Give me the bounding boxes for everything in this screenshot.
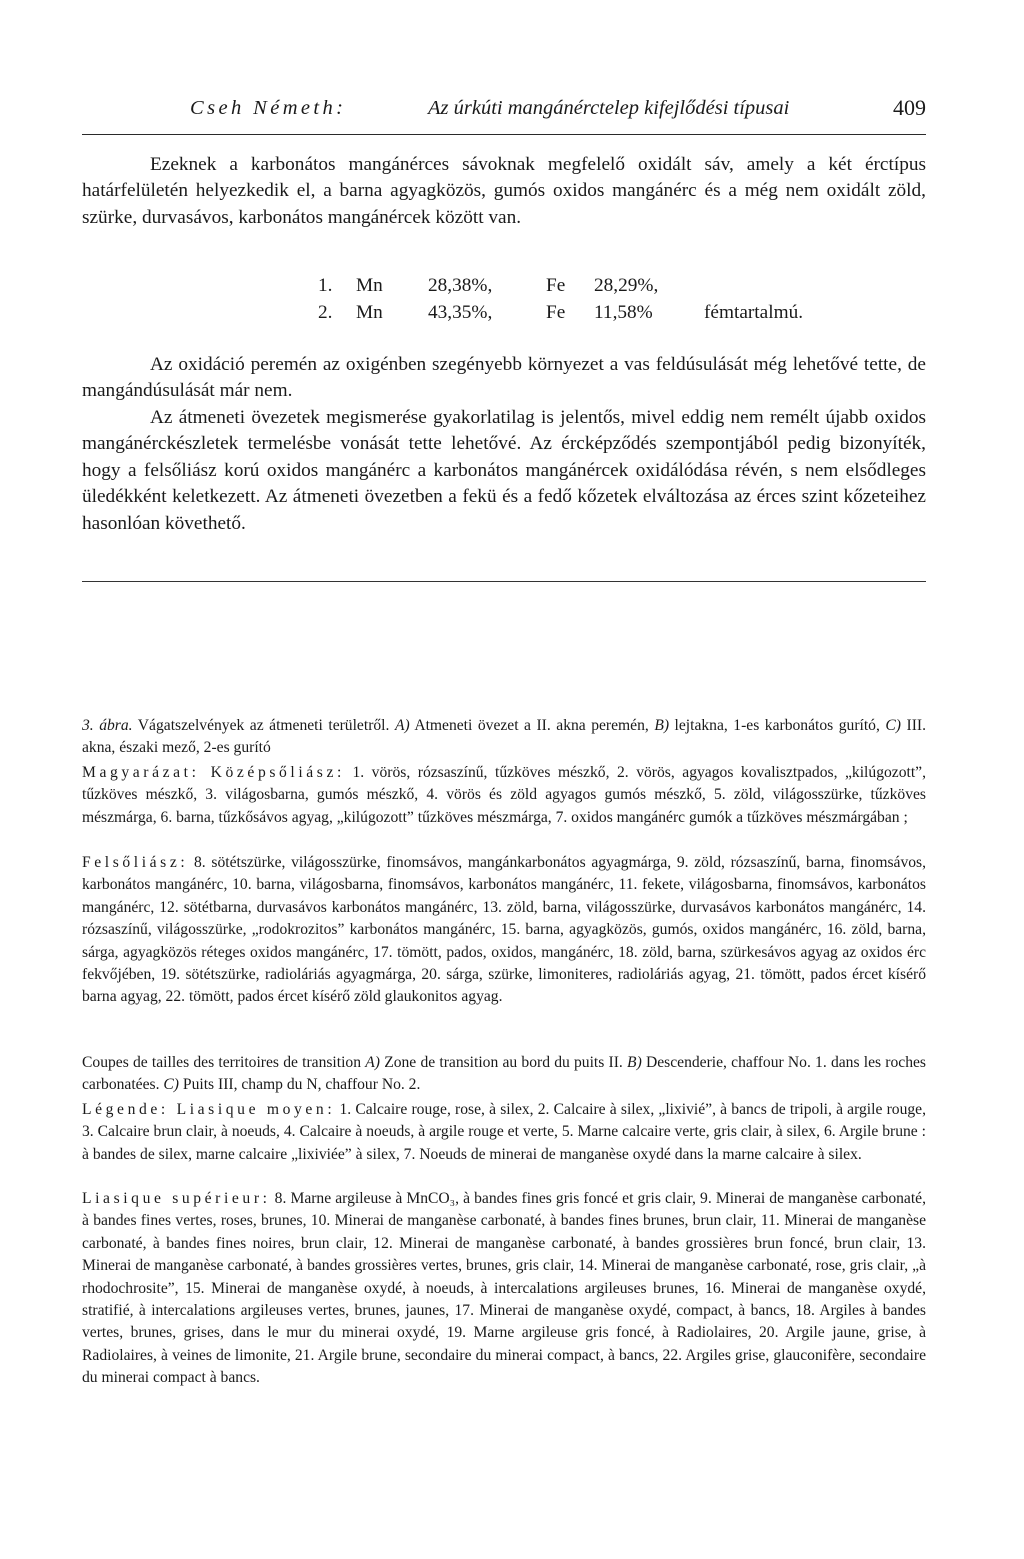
figure-separator-rule	[82, 581, 926, 582]
running-header	[190, 97, 926, 131]
caption-text: Zone de transition au bord du puits II.	[384, 1054, 623, 1071]
analysis-element: Fe	[546, 302, 566, 323]
caption-text: lejtakna, 1-es karbonátos gurító,	[674, 717, 880, 734]
analysis-suffix: fémtartalmú.	[704, 302, 804, 323]
paragraph-oxidized-band: Ezeknek a karbonátos mangánérces sávoknak megfelelő oxidált sáv, amely a két érctípus határfelületén helyezkedik el, a barna agyagközös, gumós oxidos mangánérc és a még nem oxidált zöld, szürke, durvasávos, karbonátos mangánércek között van.	[82, 154, 926, 228]
caption-text: Coupes de tailles des territoires de transition	[82, 1054, 362, 1071]
figure-caption-fr	[82, 1052, 926, 1097]
legend-text: 8. sötétszürke, világosszürke, finomsávos, mangánkarbonátos agyagmárga, 9. zöld, rózsaszínű, barna, finomsávos, karbonátos mangánérc, 10. barna, világosbarna, finomsávos, karbonátos mangánérc, 11. fekete, világosbarna, finomsávos, karbonátos mangánérc, 12. sötétbarna, durvasávos karbonátos mangánérc, 13. zöld, barna, világosszürke, durvasávos karbonátos mangánérc, 14. rózsaszínű, világosszürke, „rodokrozitos” karbonátos mangánérc, 15. barna, agyagközös, gumós, oxidos mangánérc, 16. zöld, barna, sárga, agyagközös réteges oxidos mangánérc, 17. tömött, pados, oxidos, mangánérc, 18. zöld, barna, szürkesávos agyag az oxidos érc fekvőjében, 19. sötétszürke, radioláriás agyagmárga, 20. sárga, szürke, limoniteres, radioláriás agyag, 21. tömött, pados ércet kísérő barna agyag, 22. tömött, pados ércet kísérő zöld glaukonitos agyag.	[82, 854, 926, 1006]
panel-label: C)	[163, 1076, 179, 1094]
analysis-value: 43,35%,	[428, 302, 493, 323]
panel-label: A)	[365, 1054, 380, 1071]
legend-text: 8. Marne argileuse à MnCO₃, à bandes fines gris foncé et gris clair, 9. Minerai de manganèse carbonaté, à bandes fines vertes, roses, brunes, 10. Minerai de manganèse carbonaté, à bandes fines brunes, brun clair, 11. Minerai de manganèse carbonaté, à bandes fines noires, brun clair, 12. Minerai de manganèse carbonaté, à bandes grossières brun foncé, brun clair, 13. Minerai de manganèse carbonaté, à bandes grossières vertes, brunes, gris clair, 14. Minerai de manganèse carbonaté, rose, gris clair, „à rhodochrosite”, 15. Minerai de manganèse oxydé, à noeuds, à intercalations argileuses brunes, 16. Minerai de manganèse oxydé, stratifié, à intercalations argileuses vertes, brunes, jaunes, 17. Minerai de manganèse oxydé, compact, à bancs, 18. Argiles à bandes vertes, brunes, grises, dans le mur du minerai oxydé, 19. Marne argileuse gris foncé, à Radiolaires, 20. Argile jaune, grise, à Radiolaires, à veines de limonite, 21. Argile brune, secondaire du minerai compact, à bancs, 22. Argiles grise, glauconifère, secondaire du minerai compact à bancs.	[82, 1190, 926, 1387]
legend-hu-upper-lias	[82, 852, 926, 1009]
analysis-value: 28,38%,	[428, 275, 493, 296]
page-number: 409	[893, 95, 926, 120]
legend-text: 1. vörös, rózsaszínű, tűzköves mészkő, 2. vörös, agyagos kovalisztpados, „kilúgozott”, tűzköves mészkő, 3. világosbarna, gumós mészkő, 4. vörös és zöld agyagos gumós mészkő, 5. zöld, világosszürke, tűzköves mészmárga, 6. barna, tűzkősávos agyag, „kilúgozott” tűzköves mészmárga, 7. oxidos mangánérc gumók a tűzköves mészmárgában ;	[82, 764, 926, 826]
caption-text: Descenderie, chaffour No. 1. dans les roches carbonatées.	[82, 1054, 926, 1094]
panel-label: A)	[394, 717, 410, 734]
header-author: Cseh Németh:	[190, 97, 347, 119]
panel-label: B)	[627, 1054, 642, 1071]
analysis-value: 11,58%	[594, 302, 653, 323]
caption-text: Puits III, champ du N, chaffour No. 2.	[182, 1076, 421, 1094]
caption-text: Vágatszelvények az átmeneti területről.	[137, 717, 390, 734]
legend-text: 1. Calcaire rouge, rose, à silex, 2. Calcaire à silex, „lixivié”, à bancs de tripoli, à argile rouge, 3. Calcaire brun clair, à noeuds, 4. Calcaire à noeuds, à argile rouge et verte, 5. Marne calcaire verte, gris clair, à silex, 6. Argile brune : à bandes de silex, marne calcaire „lixiviée” à silex, 7. Noeuds de minerai de manganèse oxydé dans la marne calcaire à silex.	[82, 1101, 926, 1163]
header-title: Az úrkúti mangánérctelep kifejlődési típusai	[428, 97, 790, 119]
analysis-element: Mn	[356, 275, 383, 296]
analysis-index: 2.	[318, 302, 333, 323]
analysis-element: Fe	[546, 275, 566, 296]
paragraph-oxidation-edge: Az oxidáció peremén az oxigénben szegényebb környezet a vas feldúsulását még lehetővé tette, de mangándúsulását már nem.	[82, 354, 926, 402]
legend-fr-middle-lias	[82, 1099, 926, 1166]
legend-hu-middle-lias	[82, 762, 926, 829]
panel-label: B)	[654, 717, 670, 734]
legend-label: Magyarázat: Középsőliász:	[82, 764, 345, 781]
paragraph-transition-zones: Az átmeneti övezetek megismerése gyakorlatilag is jelentős, mivel eddig nem remélt újabb oxidos mangánérckészletek termelésbe vonását tette lehetővé. Az ércképződés szempontjából pedig bizonyíték, hogy a felsőliász korú oxidos mangánérc a karbonátos mangánércek oxidálódása révén, s nem elsődleges üledékként keletkezett. Az átmeneti övezetben a fekü és a fedő kőzetek elváltozása az érces szint kőzeteihez hasonlóan követhető.	[82, 407, 926, 534]
legend-label: Felsőliász:	[82, 854, 189, 871]
header-rule	[82, 134, 926, 135]
legend-fr-upper-lias	[82, 1188, 926, 1390]
caption-text: III. akna, északi mező, 2-es gurító	[82, 717, 926, 757]
analysis-element: Mn	[356, 302, 383, 323]
legend-label: Liasique supérieur:	[82, 1190, 271, 1207]
figure-caption-hu	[82, 715, 926, 760]
caption-text: Atmeneti övezet a II. akna peremén,	[414, 717, 649, 734]
analysis-value: 28,29%,	[594, 275, 659, 296]
legend-label: Légende: Liasique moyen:	[82, 1101, 336, 1118]
panel-label: C)	[885, 717, 901, 734]
figure-label: 3. ábra.	[82, 717, 133, 734]
analysis-index: 1.	[318, 275, 333, 296]
